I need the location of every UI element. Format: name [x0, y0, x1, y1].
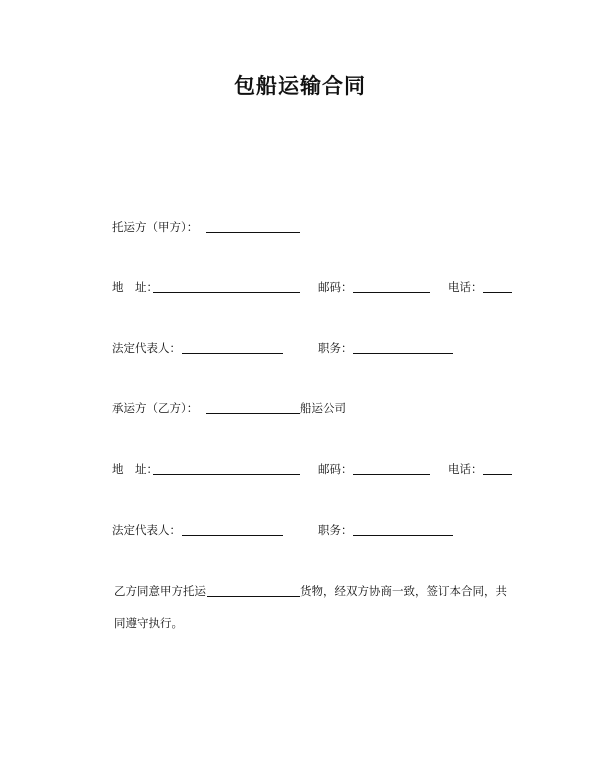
party-b-legal-rep-blank[interactable]: [182, 535, 283, 536]
party-a-name-blank[interactable]: [206, 232, 300, 233]
party-b-label: 承运方（乙方）：: [112, 401, 199, 415]
party-b-phone-label: 电话：: [448, 462, 483, 476]
party-a-label: 托运方（甲方）：: [112, 220, 199, 234]
party-b-address-label: 地 址：: [112, 462, 158, 476]
party-a-position-blank[interactable]: [353, 353, 453, 354]
document-title: 包船运输合同: [234, 74, 366, 98]
party-b-postcode-label: 邮码：: [318, 462, 353, 476]
cargo-blank[interactable]: [207, 596, 300, 597]
party-a-phone-blank[interactable]: [483, 292, 512, 293]
party-a-legal-rep-blank[interactable]: [182, 353, 283, 354]
party-a-address-blank[interactable]: [153, 292, 300, 293]
agreement-text-part2: 货物，经双方协商一致，签订本合同，共: [300, 584, 507, 598]
party-a-legal-rep-label: 法定代表人：: [112, 341, 181, 355]
party-b-position-blank[interactable]: [353, 535, 453, 536]
party-a-postcode-blank[interactable]: [353, 292, 430, 293]
party-a-phone-label: 电话：: [448, 280, 483, 294]
party-b-position-label: 职务：: [318, 523, 353, 537]
party-b-name-blank[interactable]: [206, 413, 300, 414]
party-b-suffix: 船运公司: [300, 401, 346, 415]
party-b-legal-rep-label: 法定代表人：: [112, 523, 181, 537]
agreement-text-part1: 乙方同意甲方托运: [114, 584, 206, 598]
party-b-phone-blank[interactable]: [483, 474, 512, 475]
party-b-postcode-blank[interactable]: [353, 474, 430, 475]
party-a-postcode-label: 邮码：: [318, 280, 353, 294]
agreement-line-2: 同遵守执行。: [114, 616, 183, 630]
party-a-address-label: 地 址：: [112, 280, 158, 294]
party-b-address-blank[interactable]: [153, 474, 300, 475]
party-a-position-label: 职务：: [318, 341, 353, 355]
